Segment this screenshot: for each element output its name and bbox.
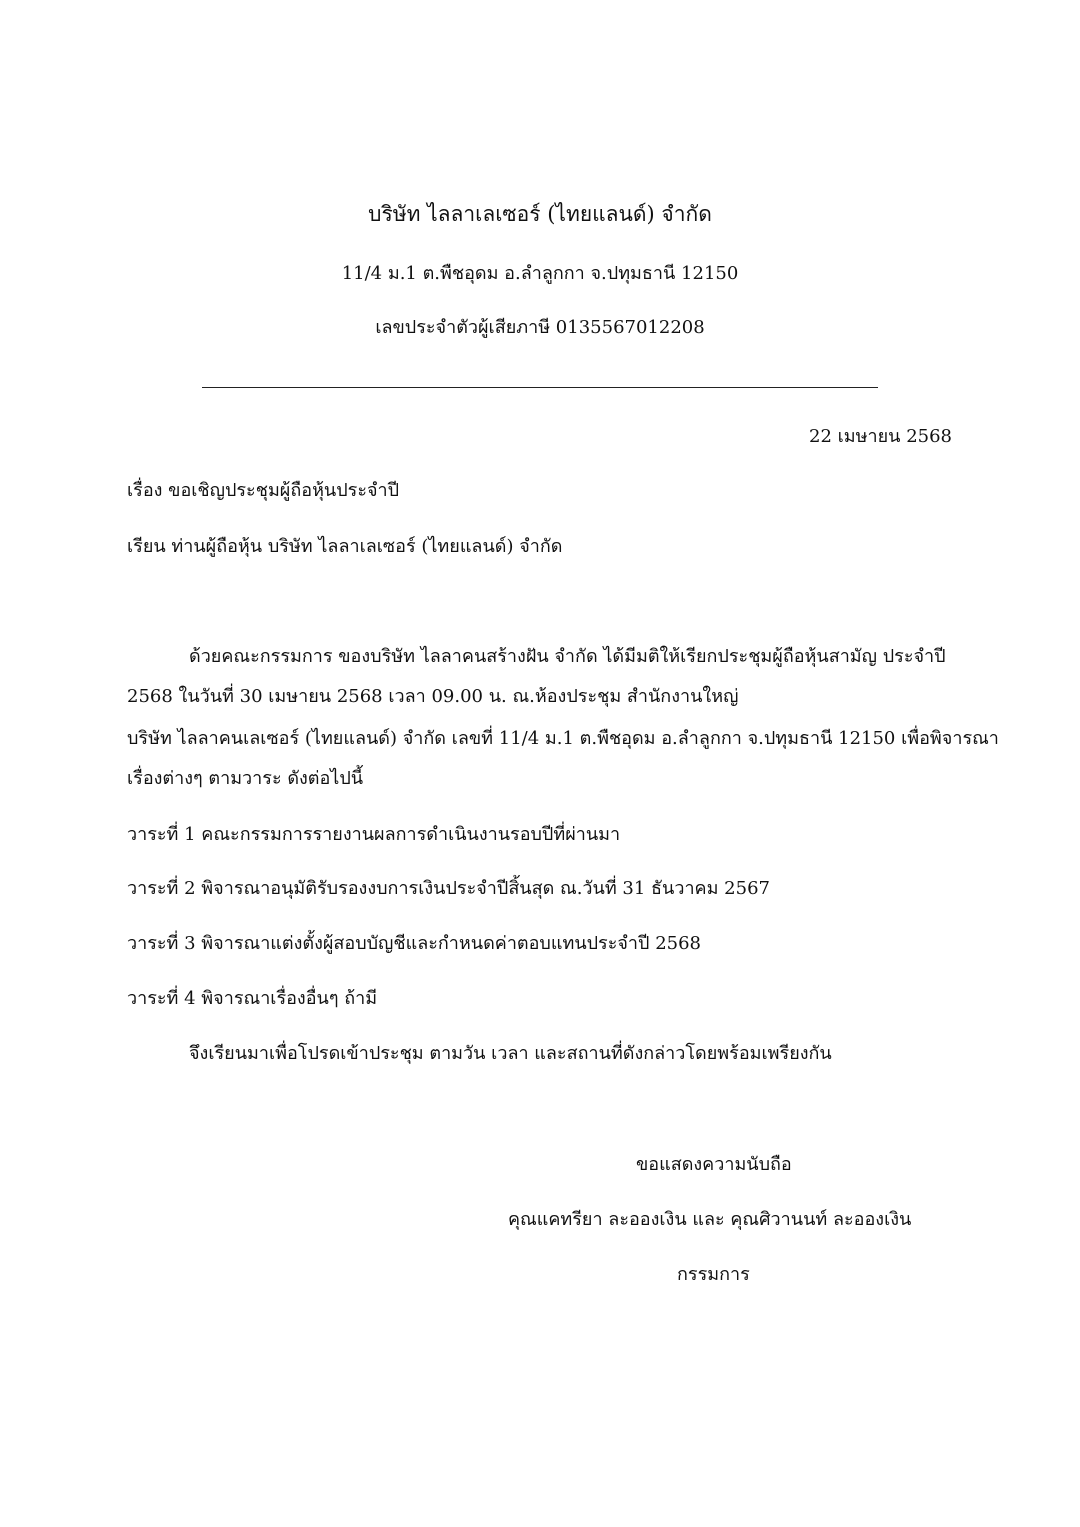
letter-recipient: เรียน ท่านผู้ถือหุ้น บริษัท ไลลาเลเซอร์ (ไทยแลนด์) จำกัด: [127, 536, 563, 557]
tax-id: เลขประจำตัวผู้เสียภาษี 0135567012208: [375, 317, 705, 338]
body-line-1: ด้วยคณะกรรมการ ของบริษัท ไลลาคนสร้างฝัน จำกัด ได้มีมติให้เรียกประชุมผู้ถือหุ้นสามัญ ประจำปี: [189, 646, 946, 667]
letter-subject: เรื่อง ขอเชิญประชุมผู้ถือหุ้นประจำปี: [127, 480, 400, 501]
body-line-2: 2568 ในวันที่ 30 เมษายน 2568 เวลา 09.00 น. ณ.ห้องประชุม สำนักงานใหญ่: [127, 686, 739, 707]
signature-title: กรรมการ: [677, 1264, 750, 1285]
body-line-3: บริษัท ไลลาคนเลเซอร์ (ไทยแลนด์) จำกัด เลขที่ 11/4 ม.1 ต.พืชอุดม อ.ลำลูกกา จ.ปทุมธานี 12150 เพื่อพิจารณา: [127, 728, 999, 749]
agenda-item-4: วาระที่ 4 พิจารณาเรื่องอื่นๆ ถ้ามี: [127, 988, 378, 1009]
company-address: 11/4 ม.1 ต.พืชอุดม อ.ลำลูกกา จ.ปทุมธานี 12150: [341, 263, 739, 284]
closing-text: จึงเรียนมาเพื่อโปรดเข้าประชุม ตามวัน เวลา และสถานที่ดังกล่าวโดยพร้อมเพรียงกัน: [189, 1043, 832, 1064]
company-name: บริษัท ไลลาเลเซอร์ (ไทยแลนด์) จำกัด: [368, 202, 712, 226]
agenda-item-3: วาระที่ 3 พิจารณาแต่งตั้งผู้สอบบัญชีและกำหนดค่าตอบแทนประจำปี 2568: [127, 933, 701, 954]
signature-names: คุณแคทรียา ละอองเงิน และ คุณศิวานนท์ ละอองเงิน: [508, 1209, 912, 1230]
agenda-item-2: วาระที่ 2 พิจารณาอนุมัติรับรองงบการเงินประจำปีสิ้นสุด ณ.วันที่ 31 ธันวาคม 2567: [127, 878, 770, 899]
letter-date: 22 เมษายน 2568: [809, 426, 952, 447]
header-divider: [202, 387, 878, 388]
body-line-4: เรื่องต่างๆ ตามวาระ ดังต่อไปนี้: [127, 768, 364, 789]
signature-regards: ขอแสดงความนับถือ: [636, 1154, 792, 1175]
agenda-item-1: วาระที่ 1 คณะกรรมการรายงานผลการดำเนินงานรอบปีที่ผ่านมา: [127, 824, 621, 845]
